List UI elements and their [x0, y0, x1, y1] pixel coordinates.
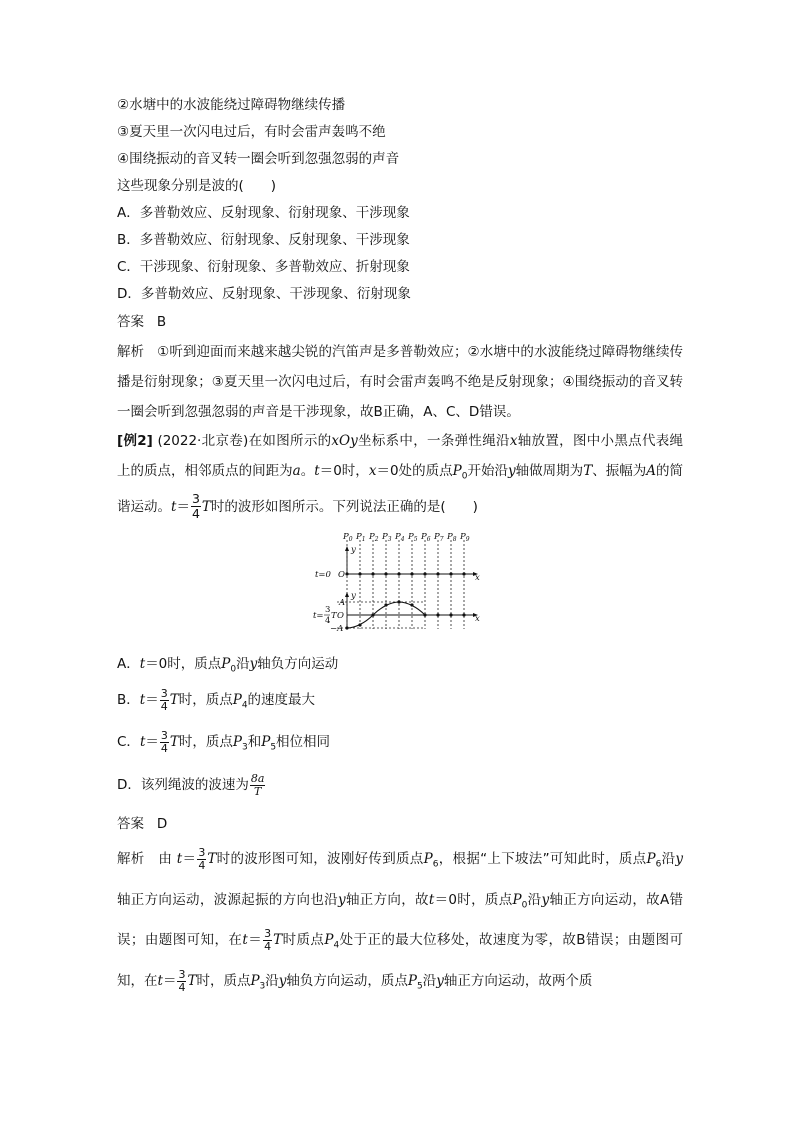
fraction-denominator: 4 — [191, 506, 200, 522]
axis-symbol: y — [507, 463, 516, 479]
particle — [410, 603, 413, 606]
particle — [358, 623, 361, 626]
fraction — [177, 969, 186, 994]
period-symbol: T — [169, 692, 179, 708]
point-subscript: 6 — [655, 859, 662, 870]
question2-option-b: B．t＝ $\frac{3}{4}$ T时，质点$P_4$的速度最大 — [117, 686, 316, 713]
answer-value: B — [156, 314, 167, 330]
particle — [345, 572, 348, 575]
axis-symbol: y — [675, 851, 684, 867]
x-axis-label: x — [475, 573, 480, 583]
fraction-denominator: T — [254, 784, 262, 798]
frac-den: 4 — [325, 616, 331, 626]
analysis-part: 轴正方向运动，故A错误；由题图可知，在 — [117, 891, 683, 949]
example-tag: [例2] — [117, 433, 153, 449]
answer-value: D — [156, 816, 168, 832]
option-prefix: B． — [117, 692, 140, 708]
question2-analysis: 解析 由 t＝ $\frac{3}{4}$ T时的波形图可知，波刚好传到质点$P_6$，根据“上下坡法”可知此时，质点$P_6$沿y轴正方向运动，波源起振的方向也沿y轴正方向，故t＝0时，质点$P_0$沿y轴正方向运动，故A错误；由题图可知，在t＝ $\frac{3}{4}$ T时质点$P_4$处于正的最大位移处，故速度为零，故B错误；由题图可知，在t＝ $\frac{3}{4}$ T时，质点$P_3$沿y轴负方向运动，质点$P_5$沿y轴正方向运动，故两个质 — [117, 845, 684, 994]
period-symbol: T — [207, 851, 217, 867]
spacing-symbol: a — [292, 463, 301, 479]
point-symbol: P — [423, 851, 433, 867]
point-symbol: P — [407, 973, 418, 990]
row-t0 — [315, 545, 480, 583]
y-axis-arrow — [345, 592, 349, 597]
analysis-part: 时，质点 — [196, 973, 251, 990]
point-subscript: 5 — [417, 981, 423, 992]
point-subscript: 3 — [241, 742, 248, 753]
axis-symbol: x — [509, 433, 518, 449]
option-text: 时，质点 — [178, 692, 233, 708]
y-axis-arrow — [345, 546, 349, 551]
question2-stem: [例2] (2022·北京卷)在如图所示的xOy坐标系中，一条弹性绳沿x轴放置，图中小黑点代表绳上的质点，相邻质点的间距为a。t＝0时，x＝0处的质点$P_0$开始沿y轴做周期为T、振幅为A的简谐运动。t＝ $\frac{3}{4}$ T时的波形如图所示。下列说法正确的是( ) — [117, 433, 684, 522]
stem-part: ＝0时， — [319, 463, 369, 479]
fraction-numerator: 3 — [160, 686, 168, 700]
point-label-p2: $P_2$ — [369, 532, 379, 543]
particle — [436, 572, 439, 575]
question2-option-c: C．t＝ $\frac{3}{4}$ T时，质点$P_3$和$P_5$相位相同 — [117, 728, 331, 755]
period-symbol: T — [187, 973, 197, 990]
analysis-part: 由 — [158, 851, 173, 867]
fraction-denominator: 4 — [198, 858, 206, 872]
time-symbol: t — [139, 734, 146, 750]
wave-figure — [305, 530, 490, 635]
option-prefix: A． — [117, 656, 140, 672]
question1-item-3: ③夏天里一次闪电过后，有时会雷声轰鸣不绝 — [117, 124, 386, 140]
question1-option-d: D．多普勒效应、反射现象、干涉现象、衍射现象 — [117, 286, 411, 302]
point-subscript: 0 — [461, 471, 468, 482]
point-label-p0: $P_0$ — [343, 532, 353, 543]
point-label-p3: $P_3$ — [382, 532, 392, 543]
fraction-numerator: 3 — [264, 926, 272, 940]
stem-part: 轴做周期为 — [515, 463, 584, 479]
point-labels — [342, 532, 470, 543]
fraction — [263, 928, 272, 953]
time-symbol: t — [139, 656, 146, 672]
row-t34 — [313, 591, 480, 634]
time-symbol: t — [139, 692, 146, 708]
answer-label: 答案 — [117, 314, 144, 330]
point-subscript: 4 — [241, 700, 248, 711]
analysis-part: ＝0时，质点 — [434, 891, 513, 908]
particle — [423, 572, 426, 575]
period-symbol: T — [169, 734, 179, 750]
axis-symbol: y — [278, 973, 287, 990]
point-subscript: 5 — [270, 742, 277, 753]
axis-symbol: y — [249, 656, 258, 672]
particle — [449, 572, 452, 575]
point-label-p4: $P_4$ — [395, 532, 405, 543]
point-symbol: P — [646, 851, 656, 867]
particle — [410, 572, 413, 575]
analysis-part: 轴正方向运动，波源起振的方向也沿 — [117, 891, 338, 908]
stem-part: ＝0处的质点 — [376, 463, 453, 479]
particle — [345, 626, 348, 629]
particle — [449, 613, 452, 616]
point-subscript: 0 — [230, 664, 237, 675]
option-text: 沿 — [236, 656, 250, 672]
analysis-part: 时的波形图可知，波刚好传到质点 — [216, 851, 424, 867]
fraction-numerator: 3 — [198, 845, 206, 859]
fraction — [160, 688, 169, 713]
stem-part: 时的波形如图所示。下列说法正确的是( ) — [210, 498, 478, 515]
option-prefix: C． — [117, 734, 140, 750]
point-symbol: P — [232, 692, 242, 708]
point-subscript: 3 — [259, 981, 266, 992]
fraction-numerator: 3 — [191, 491, 200, 507]
point-label-p6: $P_6$ — [421, 532, 431, 543]
analysis-part: 沿 — [661, 851, 676, 867]
period-symbol: T — [273, 932, 283, 949]
analysis-text: ①听到迎面而来越来越尖锐的汽笛声是多普勒效应；②水塘中的水波能绕过障碍物继续传播是衍射现象；③夏天里一次闪电过后，有时会雷声轰鸣不绝是反射现象；④围绕振动的音叉转一圈会听到忽强忽弱的声音是干涉现象，故B正确，A、C、D错误。 — [117, 344, 684, 420]
origin-label: O — [337, 611, 344, 621]
particle — [436, 613, 439, 616]
answer-label: 答案 — [117, 816, 144, 832]
time-symbol: t — [157, 973, 163, 990]
amp-neg-label: −A — [330, 624, 344, 634]
question2-option-a — [117, 655, 338, 679]
point-symbol: P — [512, 891, 522, 908]
fraction — [250, 773, 266, 798]
analysis-part: 时质点 — [282, 932, 325, 949]
row-label-t34: t= — [313, 611, 324, 621]
fraction-denominator: 4 — [160, 741, 168, 755]
stem-part: 坐标系中，一条弹性绳沿 — [357, 433, 510, 449]
axis-symbol: y — [338, 891, 346, 908]
question1-option-b: B．多普勒效应、衍射现象、反射现象、干涉现象 — [117, 232, 410, 248]
analysis-part: 轴正方向，故 — [345, 891, 429, 908]
analysis-part: 沿 — [527, 891, 542, 908]
fraction-numerator: 8a — [250, 771, 265, 785]
particle — [462, 613, 465, 616]
point-subscript: 4 — [333, 941, 340, 952]
period-symbol: T — [201, 498, 211, 515]
fraction — [160, 730, 169, 755]
analysis-part: 轴正方向运动，故两个质 — [443, 973, 593, 990]
particle — [384, 603, 387, 606]
question1-stem: 这些现象分别是波的( ) — [117, 178, 277, 194]
axis-symbol: x — [368, 463, 377, 479]
fraction-denominator: 4 — [160, 699, 168, 713]
point-symbol: P — [452, 463, 462, 479]
question1-answer — [117, 313, 166, 331]
analysis-part: 沿 — [265, 973, 279, 990]
point-label-p9: $P_9$ — [460, 532, 470, 543]
time-symbol: t — [428, 891, 435, 908]
option-text: ＝0时，质点 — [145, 656, 222, 672]
analysis-label: 解析 — [117, 344, 145, 360]
particle — [358, 572, 361, 575]
particle — [371, 613, 374, 616]
fraction-numerator: 3 — [178, 967, 186, 981]
option-text: 的速度最大 — [247, 692, 316, 708]
question2-option-d — [117, 770, 266, 800]
point-label-p7: $P_7$ — [434, 532, 444, 543]
question1-analysis — [117, 337, 683, 427]
stem-part: 、振幅为 — [592, 463, 647, 479]
option-text: 相位相同 — [276, 734, 331, 750]
particle — [371, 572, 374, 575]
fraction-denominator: 4 — [264, 939, 272, 953]
fraction — [197, 847, 206, 872]
fraction — [191, 492, 201, 521]
analysis-part: 处于正的最大位移处，故速度为零，故B错误；由题图可知，在 — [117, 932, 684, 990]
point-symbol: P — [261, 734, 271, 750]
point-subscript: 6 — [432, 859, 439, 870]
stem-part: 在如图所示的 — [248, 433, 332, 449]
particle — [423, 613, 426, 616]
option-text: 和 — [247, 734, 262, 750]
point-symbol: P — [221, 656, 231, 672]
question1-option-c: C．干涉现象、衍射现象、多普勒效应、折射现象 — [117, 259, 410, 275]
question1-option-a: A．多普勒效应、反射现象、衍射现象、干涉现象 — [117, 205, 410, 221]
time-symbol: t — [176, 851, 183, 867]
time-symbol: t — [171, 498, 177, 515]
axis-symbol: y — [541, 891, 550, 908]
fraction-numerator: 3 — [160, 728, 168, 742]
point-label-p5: $P_5$ — [408, 532, 418, 543]
option-text: D．该列绳波的波速为 — [117, 777, 249, 793]
fraction-denominator: 4 — [178, 980, 186, 994]
stem-part: 的简谐运动。 — [117, 463, 684, 515]
y-axis-label: y — [351, 591, 356, 601]
amp-pos-label: A — [339, 598, 346, 608]
particle — [397, 600, 400, 603]
option-text: 时，质点 — [178, 734, 233, 750]
y-axis-label: y — [351, 545, 356, 555]
particle — [384, 572, 387, 575]
amplitude-symbol: A — [646, 463, 657, 479]
row-label-t0: t=0 — [315, 570, 331, 580]
time-symbol: t — [242, 932, 248, 949]
analysis-part: 轴负方向运动，质点 — [286, 973, 408, 990]
origin-label: O — [338, 570, 345, 580]
option-text: 轴负方向运动 — [257, 656, 339, 672]
source: (2022·北京卷) — [157, 433, 249, 449]
analysis-part: ，根据“上下坡法”可知此时，质点 — [438, 851, 647, 867]
frac-num: 3 — [325, 605, 331, 615]
vertical-gridlines — [347, 540, 464, 629]
axes-name: xOy — [331, 433, 358, 449]
period-symbol: T — [583, 463, 593, 479]
point-symbol: P — [324, 932, 334, 949]
question1-item-2: ②水塘中的水波能绕过障碍物继续传播 — [117, 97, 346, 113]
point-symbol: P — [250, 973, 260, 990]
axis-symbol: y — [436, 973, 444, 990]
period-symbol: T — [331, 611, 337, 621]
stem-part: 。 — [300, 463, 315, 479]
stem-part: 开始沿 — [467, 463, 508, 479]
analysis-label: 解析 — [117, 851, 145, 867]
x-axis-label: x — [475, 614, 480, 624]
point-symbol: P — [232, 734, 242, 750]
analysis-part: 沿 — [422, 973, 437, 990]
question1-item-4: ④围绕振动的音叉转一圈会听到忽强忽弱的声音 — [117, 151, 400, 167]
point-subscript: 0 — [521, 900, 528, 911]
time-symbol: t — [314, 463, 320, 479]
stem-part: 轴放置，图中小黑点代表绳上的质点，相邻质点的间距为 — [117, 433, 684, 479]
particle — [462, 572, 465, 575]
question2-answer — [117, 815, 167, 833]
point-label-p8: $P_8$ — [447, 532, 457, 543]
point-label-p1: $P_1$ — [356, 532, 366, 543]
particle — [397, 572, 400, 575]
